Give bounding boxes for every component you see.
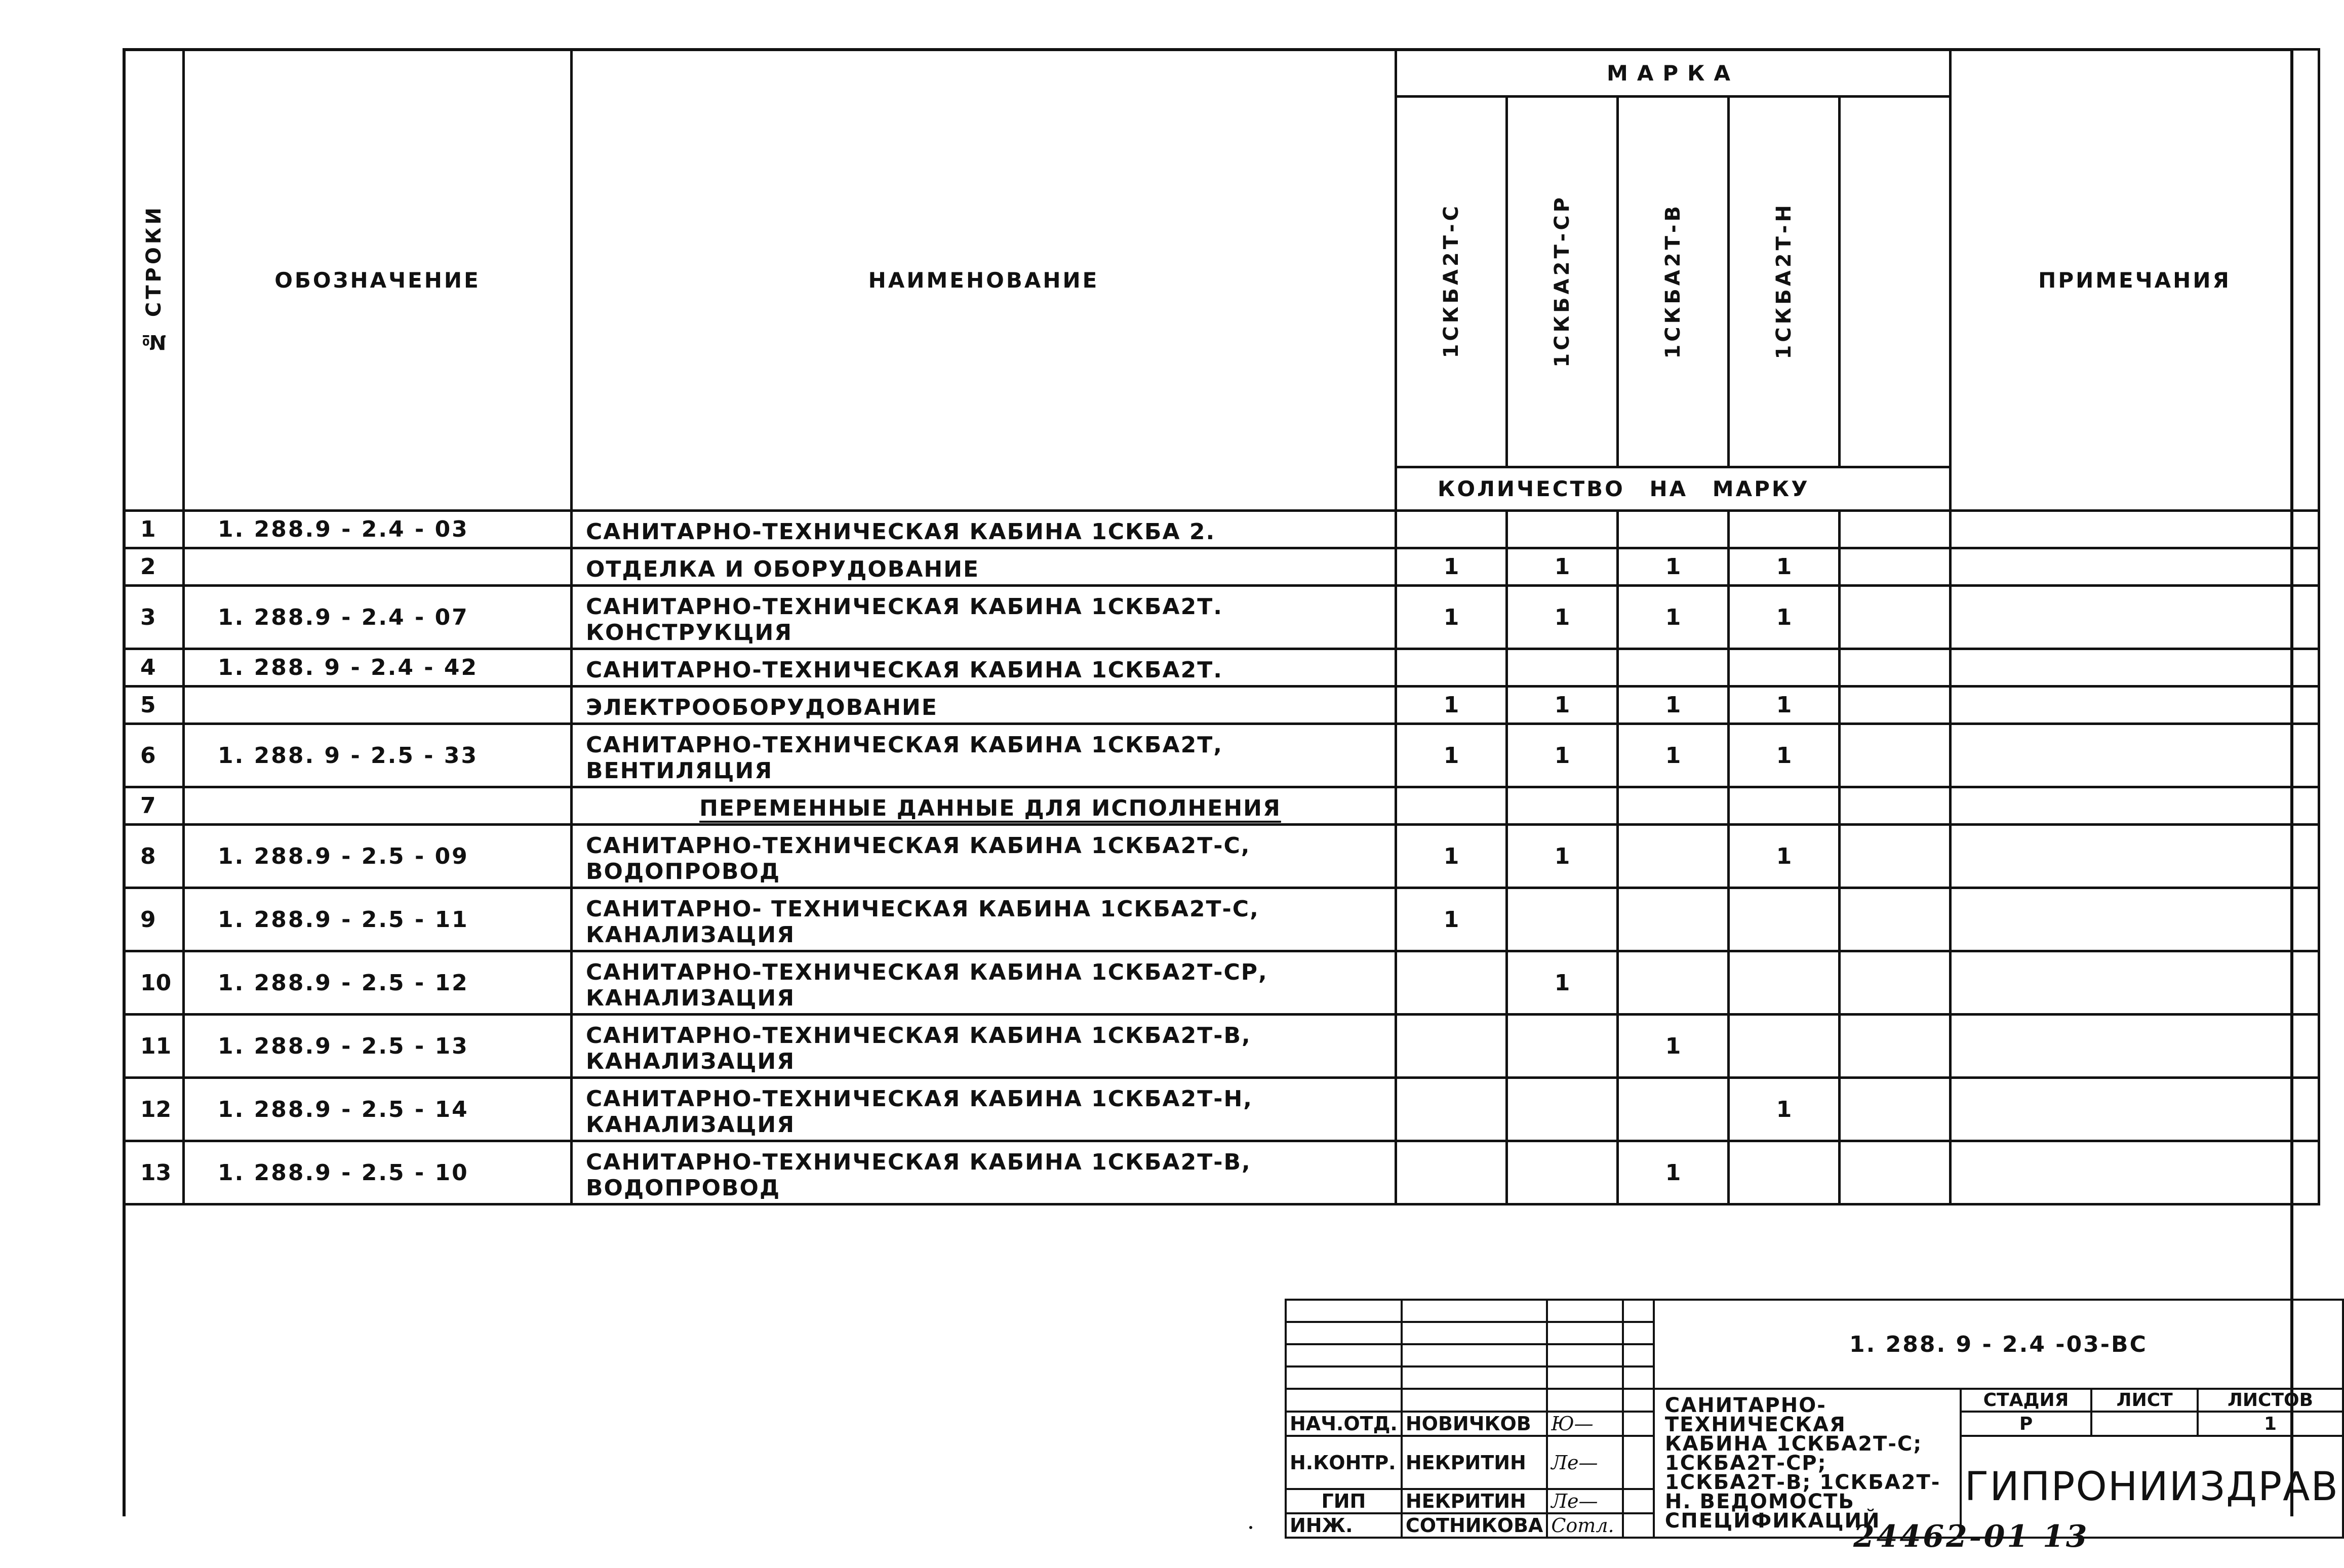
row-quantity: 1: [1618, 687, 1729, 724]
row-quantity: 1: [1396, 825, 1507, 888]
row-designation: 1. 288.9 - 2.4 - 03: [184, 511, 572, 548]
row-quantity: [1840, 687, 1951, 724]
row-quantity: [1840, 787, 1951, 825]
row-quantity: 1: [1618, 586, 1729, 649]
table-row: [124, 1015, 2319, 1078]
row-quantity: 1: [1507, 951, 1618, 1015]
row-quantity: [1507, 1078, 1618, 1141]
signer-role: ИНЖ.: [1286, 1513, 1402, 1538]
signer-name: НОВИЧКОВ: [1402, 1412, 1547, 1436]
sheet-label: ЛИСТ: [2091, 1389, 2198, 1412]
table-row: [124, 825, 2319, 888]
row-name: САНИТАРНО-ТЕХНИЧЕСКАЯ КАБИНА 1СКБА2Т, ВЕНТИЛЯЦИЯ: [572, 724, 1396, 787]
table-row: [124, 787, 2319, 825]
row-quantity: [1396, 649, 1507, 687]
mark-header: 1СКБА2Т-С: [1396, 97, 1507, 467]
row-quantity: [1840, 724, 1951, 787]
stage-label: СТАДИЯ: [1961, 1389, 2091, 1412]
table-body: [124, 511, 2319, 1204]
table-row: [124, 951, 2319, 1015]
row-notes: [1951, 548, 2319, 586]
row-quantity: [1729, 888, 1840, 951]
row-notes: [1951, 586, 2319, 649]
row-number: 10: [124, 951, 184, 1015]
row-quantity: [1840, 888, 1951, 951]
row-name: САНИТАРНО-ТЕХНИЧЕСКАЯ КАБИНА 1СКБА2Т.: [572, 649, 1396, 687]
row-quantity: [1840, 586, 1951, 649]
row-quantity: [1618, 951, 1729, 1015]
row-designation: [184, 687, 572, 724]
table-row: [124, 548, 2319, 586]
row-quantity: [1396, 511, 1507, 548]
row-designation: 1. 288.9 - 2.5 - 12: [184, 951, 572, 1015]
signer-role: НАЧ.ОТД.: [1286, 1412, 1402, 1436]
row-quantity: [1507, 1141, 1618, 1204]
table-row: [124, 586, 2319, 649]
quantity-header: КОЛИЧЕСТВО НА МАРКУ: [1396, 467, 1951, 511]
row-quantity: [1507, 787, 1618, 825]
row-quantity: 1: [1396, 724, 1507, 787]
row-number: 9: [124, 888, 184, 951]
row-notes: [1951, 825, 2319, 888]
row-designation: 1. 288.9 - 2.5 - 09: [184, 825, 572, 888]
row-quantity: 1: [1618, 1015, 1729, 1078]
row-quantity: 1: [1729, 1078, 1840, 1141]
table-row: [124, 1078, 2319, 1141]
row-quantity: 1: [1507, 586, 1618, 649]
signer-role: ГИП: [1286, 1489, 1402, 1513]
doc-code: 1. 288. 9 - 2.4 -03-ВС: [1654, 1300, 2343, 1389]
row-quantity: 1: [1507, 687, 1618, 724]
row-notes: [1951, 888, 2319, 951]
row-quantity: [1618, 1078, 1729, 1141]
specification-table: [123, 48, 2320, 1437]
table-row: [124, 687, 2319, 724]
row-number: 1: [124, 511, 184, 548]
row-designation: 1. 288.9 - 2.5 - 10: [184, 1141, 572, 1204]
table-row: [124, 724, 2319, 787]
row-quantity: 1: [1396, 586, 1507, 649]
row-designation: 1. 288.9 - 2.5 - 14: [184, 1078, 572, 1141]
signer-name: НЕКРИТИН: [1402, 1489, 1547, 1513]
row-quantity: [1507, 888, 1618, 951]
row-quantity: [1396, 787, 1507, 825]
row-quantity: [1840, 1141, 1951, 1204]
row-number: 2: [124, 548, 184, 586]
row-quantity: [1396, 951, 1507, 1015]
signature: Ле—: [1547, 1489, 1623, 1513]
signer-name: СОТНИКОВА: [1402, 1513, 1547, 1538]
table-row: [124, 888, 2319, 951]
row-number: 8: [124, 825, 184, 888]
sheets-label: ЛИСТОВ: [2198, 1389, 2343, 1412]
row-quantity: [1507, 1015, 1618, 1078]
row-notes: [1951, 1015, 2319, 1078]
row-quantity: 1: [1507, 548, 1618, 586]
table-row: [124, 511, 2319, 548]
row-quantity: [1840, 548, 1951, 586]
row-quantity: [1396, 1015, 1507, 1078]
row-designation: 1. 288.9 - 2.5 - 13: [184, 1015, 572, 1078]
row-number: 13: [124, 1141, 184, 1204]
row-quantity: [1729, 951, 1840, 1015]
table-row: [124, 1141, 2319, 1204]
row-name: ОТДЕЛКА И ОБОРУДОВАНИЕ: [572, 548, 1396, 586]
row-number: 6: [124, 724, 184, 787]
row-quantity: [1618, 511, 1729, 548]
row-notes: [1951, 951, 2319, 1015]
row-quantity: 1: [1729, 687, 1840, 724]
row-quantity: 1: [1618, 724, 1729, 787]
row-number: 7: [124, 787, 184, 825]
row-notes: [1951, 724, 2319, 787]
row-quantity: 1: [1729, 825, 1840, 888]
row-number: 12: [124, 1078, 184, 1141]
designation-header: ОБОЗНАЧЕНИЕ: [184, 50, 572, 511]
row-designation: [184, 548, 572, 586]
row-number: 3: [124, 586, 184, 649]
dot-mark: [1249, 1526, 1252, 1529]
row-notes: [1951, 687, 2319, 724]
row-designation: 1. 288. 9 - 2.5 - 33: [184, 724, 572, 787]
row-quantity: [1840, 1078, 1951, 1141]
row-name: ЭЛЕКТРООБОРУДОВАНИЕ: [572, 687, 1396, 724]
signature: Ле—: [1547, 1436, 1623, 1489]
row-number: 5: [124, 687, 184, 724]
row-name: САНИТАРНО-ТЕХНИЧЕСКАЯ КАБИНА 1СКБА2Т-В, ВОДОПРОВОД: [572, 1141, 1396, 1204]
row-name: ПЕРЕМЕННЫЕ ДАННЫЕ ДЛЯ ИСПОЛНЕНИЯ: [572, 787, 1396, 825]
row-quantity: 1: [1507, 825, 1618, 888]
mark-header: 1СКБА2Т-СР: [1507, 97, 1618, 467]
row-name: САНИТАРНО-ТЕХНИЧЕСКАЯ КАБИНА 1СКБА2Т-СР, КАНАЛИЗАЦИЯ: [572, 951, 1396, 1015]
notes-header: ПРИМЕЧАНИЯ: [1951, 50, 2319, 511]
sheet-value: [2091, 1412, 2198, 1436]
mark-header: 1СКБА2Т-В: [1618, 97, 1729, 467]
row-quantity: [1840, 649, 1951, 687]
row-quantity: [1729, 1015, 1840, 1078]
row-designation: 1. 288.9 - 2.4 - 07: [184, 586, 572, 649]
row-notes: [1951, 1078, 2319, 1141]
row-quantity: 1: [1729, 548, 1840, 586]
table-row: [124, 649, 2319, 687]
row-number-header: № СТРОКИ: [124, 50, 184, 511]
row-quantity: [1396, 1141, 1507, 1204]
sheets-value: 1: [2198, 1412, 2343, 1436]
name-header: НАИМЕНОВАНИЕ: [572, 50, 1396, 511]
row-quantity: [1729, 787, 1840, 825]
row-quantity: 1: [1507, 724, 1618, 787]
signature: Сотл.: [1547, 1513, 1623, 1538]
row-quantity: [1840, 511, 1951, 548]
row-notes: [1951, 787, 2319, 825]
organization: ГИПРОНИИЗДРАВ: [1961, 1436, 2343, 1538]
stage-value: Р: [1961, 1412, 2091, 1436]
row-quantity: 1: [1618, 1141, 1729, 1204]
row-quantity: 1: [1396, 548, 1507, 586]
row-name: САНИТАРНО-ТЕХНИЧЕСКАЯ КАБИНА 1СКБА2Т-С, ВОДОПРОВОД: [572, 825, 1396, 888]
row-name: САНИТАРНО-ТЕХНИЧЕСКАЯ КАБИНА 1СКБА 2.: [572, 511, 1396, 548]
marka-header: МАРКА: [1396, 50, 1951, 97]
row-quantity: 1: [1729, 586, 1840, 649]
row-notes: [1951, 1141, 2319, 1204]
row-quantity: [1618, 888, 1729, 951]
signer-name: НЕКРИТИН: [1402, 1436, 1547, 1489]
row-quantity: [1618, 825, 1729, 888]
row-quantity: [1840, 825, 1951, 888]
row-number: 4: [124, 649, 184, 687]
row-quantity: [1507, 649, 1618, 687]
row-quantity: [1618, 649, 1729, 687]
row-designation: 1. 288. 9 - 2.4 - 42: [184, 649, 572, 687]
row-name: САНИТАРНО- ТЕХНИЧЕСКАЯ КАБИНА 1СКБА2Т-С, КАНАЛИЗАЦИЯ: [572, 888, 1396, 951]
row-notes: [1951, 511, 2319, 548]
row-name: САНИТАРНО-ТЕХНИЧЕСКАЯ КАБИНА 1СКБА2Т. КОНСТРУКЦИЯ: [572, 586, 1396, 649]
row-quantity: [1840, 1015, 1951, 1078]
row-quantity: [1840, 951, 1951, 1015]
row-quantity: [1729, 1141, 1840, 1204]
signature: Ю—: [1547, 1412, 1623, 1436]
row-name: САНИТАРНО-ТЕХНИЧЕСКАЯ КАБИНА 1СКБА2Т-Н, КАНАЛИЗАЦИЯ: [572, 1078, 1396, 1141]
signer-role: Н.КОНТР.: [1286, 1436, 1402, 1489]
row-quantity: [1618, 787, 1729, 825]
row-quantity: 1: [1729, 724, 1840, 787]
row-notes: [1951, 649, 2319, 687]
doc-description: САНИТАРНО-ТЕХНИЧЕСКАЯ КАБИНА 1СКБА2Т-С; 1СКБА2Т-СР; 1СКБА2Т-В; 1СКБА2Т-Н. ВЕДОМОСТЬ СПЕЦИФИКАЦИЙ: [1654, 1389, 1961, 1538]
row-number: 11: [124, 1015, 184, 1078]
archive-stamp: 24462-01 13: [1853, 1519, 2089, 1554]
row-name: САНИТАРНО-ТЕХНИЧЕСКАЯ КАБИНА 1СКБА2Т-В, КАНАЛИЗАЦИЯ: [572, 1015, 1396, 1078]
title-block: [1285, 1299, 2344, 1539]
row-quantity: 1: [1396, 687, 1507, 724]
row-quantity: [1507, 511, 1618, 548]
row-designation: 1. 288.9 - 2.5 - 11: [184, 888, 572, 951]
mark-header: [1840, 97, 1951, 467]
row-quantity: 1: [1396, 888, 1507, 951]
row-quantity: [1729, 511, 1840, 548]
mark-header: 1СКБА2Т-Н: [1729, 97, 1840, 467]
row-quantity: [1729, 649, 1840, 687]
row-quantity: 1: [1618, 548, 1729, 586]
row-quantity: [1396, 1078, 1507, 1141]
row-designation: [184, 787, 572, 825]
